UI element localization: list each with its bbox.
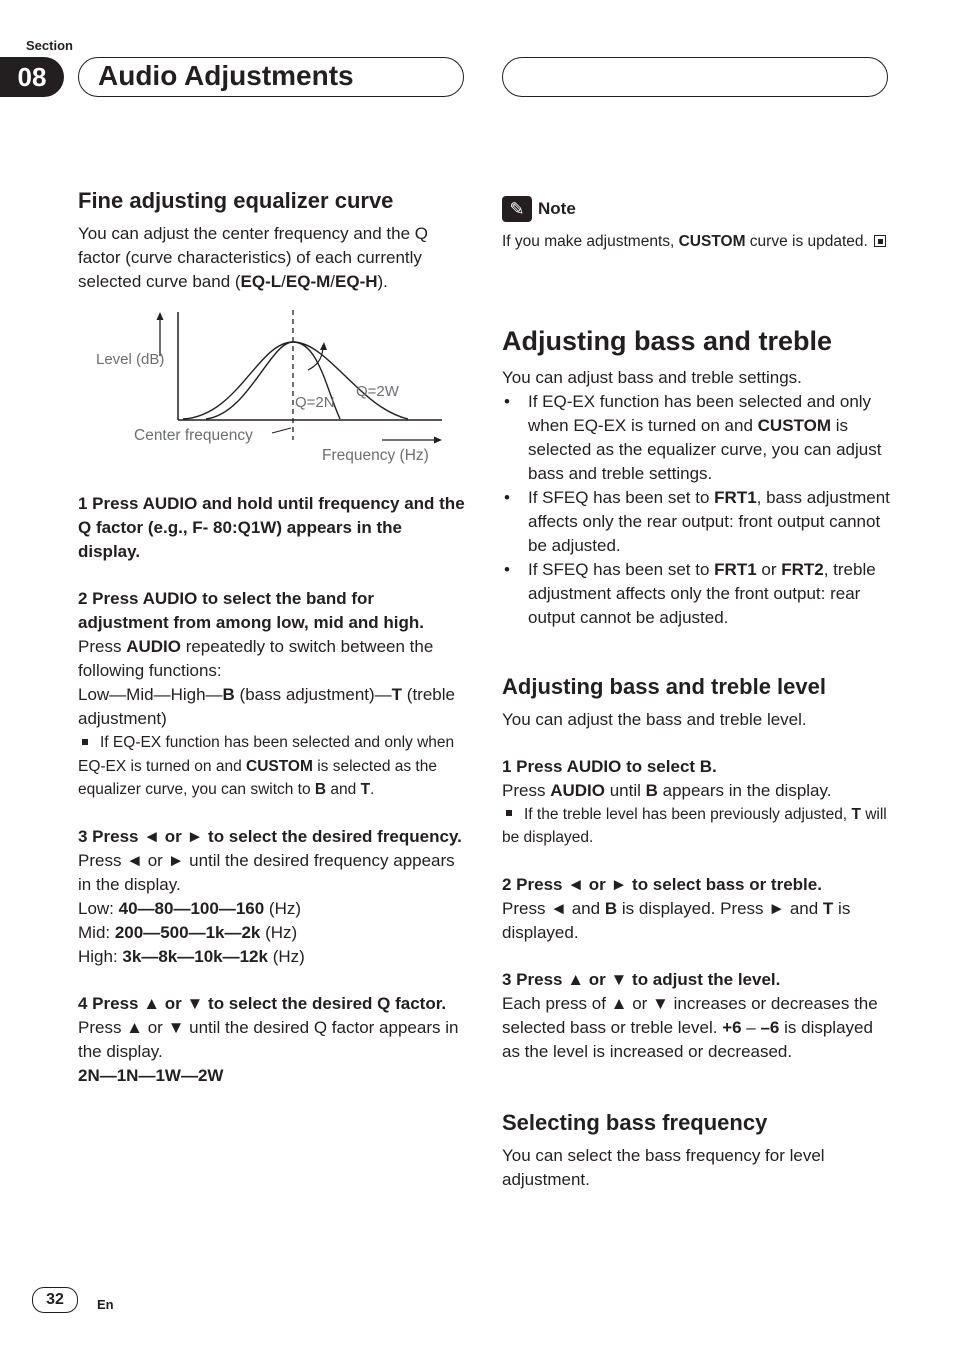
bullet-2: • If SFEQ has been set to FRT1, bass adjustment affects only the rear output: front output cannot be adjusted. [502,486,890,558]
right-column [502,196,890,1192]
level-step-2-text: Press ◄ and B is displayed. Press ► and T is displayed. [502,898,851,942]
level-step-1-text: Press AUDIO until B appears in the display. [502,780,832,800]
pencil-icon: ✎ [502,196,532,222]
level-step-1-note: If the treble level has been previously adjusted, T will be displayed. [502,805,887,846]
title-frame-empty [502,57,888,97]
frequency-label: Frequency (Hz) [322,447,429,464]
bass-treble-bullets [502,390,890,630]
bullet-1: • If EQ-EX function has been selected and only when EQ-EX is turned on and CUSTOM is selected as the equalizer curve, you can adjust bass and treble settings. [502,390,890,486]
bullet-3: • If SFEQ has been set to FRT1 or FRT2, treble adjustment affects only the front output: rear output cannot be adjusted. [502,558,890,630]
note-text: If you make adjustments, CUSTOM curve is updated. [502,230,890,254]
step-2: 2 Press AUDIO to select the band for adjustment from among low, mid and high. [78,589,424,632]
step-2-sequence: Low—Mid—High—B (bass adjustment)—T (treble adjustment) [78,685,455,728]
heading-bass-treble-level: Adjusting bass and treble level [502,673,826,699]
page-title: Audio Adjustments [98,60,354,91]
step-3: 3 Press ◄ or ► to select the desired frequency. [78,826,462,846]
step-2-text: Press AUDIO repeatedly to switch between the following functions: [78,637,434,680]
heading-fine-adjusting: Fine adjusting equalizer curve [78,188,394,213]
level-label: Level (dB) [96,351,165,368]
section-number: 08 [0,57,64,97]
level-intro: You can adjust the bass and treble level. [502,709,807,729]
step-4-text: Press ▲ or ▼ until the desired Q factor appears in the display. [78,1017,459,1061]
note-square-icon [82,739,88,745]
heading-bass-frequency: Selecting bass frequency [502,1109,768,1135]
mid-frequencies: Mid: 200—500—1k—2k (Hz) [78,922,298,942]
q2n-label: Q=2N [295,394,335,411]
q2w-label: Q=2W [356,383,399,400]
left-column [78,186,466,1088]
end-mark-icon [874,235,886,247]
section-label: Section [26,38,73,53]
intro-paragraph: You can adjust the center frequency and the Q factor (curve characteristics) of each currently selected curve band (EQ-L/EQ-M/EQ-H). [78,224,429,291]
level-arrow-icon [157,312,164,320]
eq-curve-diagram [78,308,466,478]
q-values: 2N—1N—1W—2W [78,1065,224,1085]
note-square-icon [506,810,512,816]
step-1: 1 Press AUDIO and hold until frequency and the Q factor (e.g., F- 80:Q1W) appears in the display. [78,494,465,561]
level-step-3-text: Each press of ▲ or ▼ increases or decreases the selected bass or treble level. +6 – –6 is displayed as the level is increased or decreased. [502,993,878,1061]
center-frequency-label: Center frequency [134,427,253,444]
step-3-text: Press ◄ or ► until the desired frequency appears in the display. [78,850,455,894]
curve-arrow-icon [320,342,327,350]
level-step-2: 2 Press ◄ or ► to select bass or treble. [502,874,822,894]
low-frequencies: Low: 40—80—100—160 (Hz) [78,898,302,918]
bass-frequency-intro: You can select the bass frequency for level adjustment. [502,1145,825,1189]
level-step-1: 1 Press AUDIO to select B. [502,756,717,776]
bass-treble-intro: You can adjust bass and treble settings. [502,367,802,387]
level-step-3: 3 Press ▲ or ▼ to adjust the level. [502,969,781,989]
step-4: 4 Press ▲ or ▼ to select the desired Q factor. [78,993,447,1013]
high-frequencies: High: 3k—8k—10k—12k (Hz) [78,946,305,966]
heading-bass-treble: Adjusting bass and treble [502,325,833,356]
step-2-note: If EQ-EX function has been selected and only when EQ-EX is turned on and CUSTOM is selected as the equalizer curve, you can switch to B and T. [78,734,455,798]
note-header: ✎ Note [502,196,890,222]
frequency-arrow-icon [434,437,442,444]
page-number: 32 [32,1287,78,1313]
language-label: En [97,1297,114,1312]
